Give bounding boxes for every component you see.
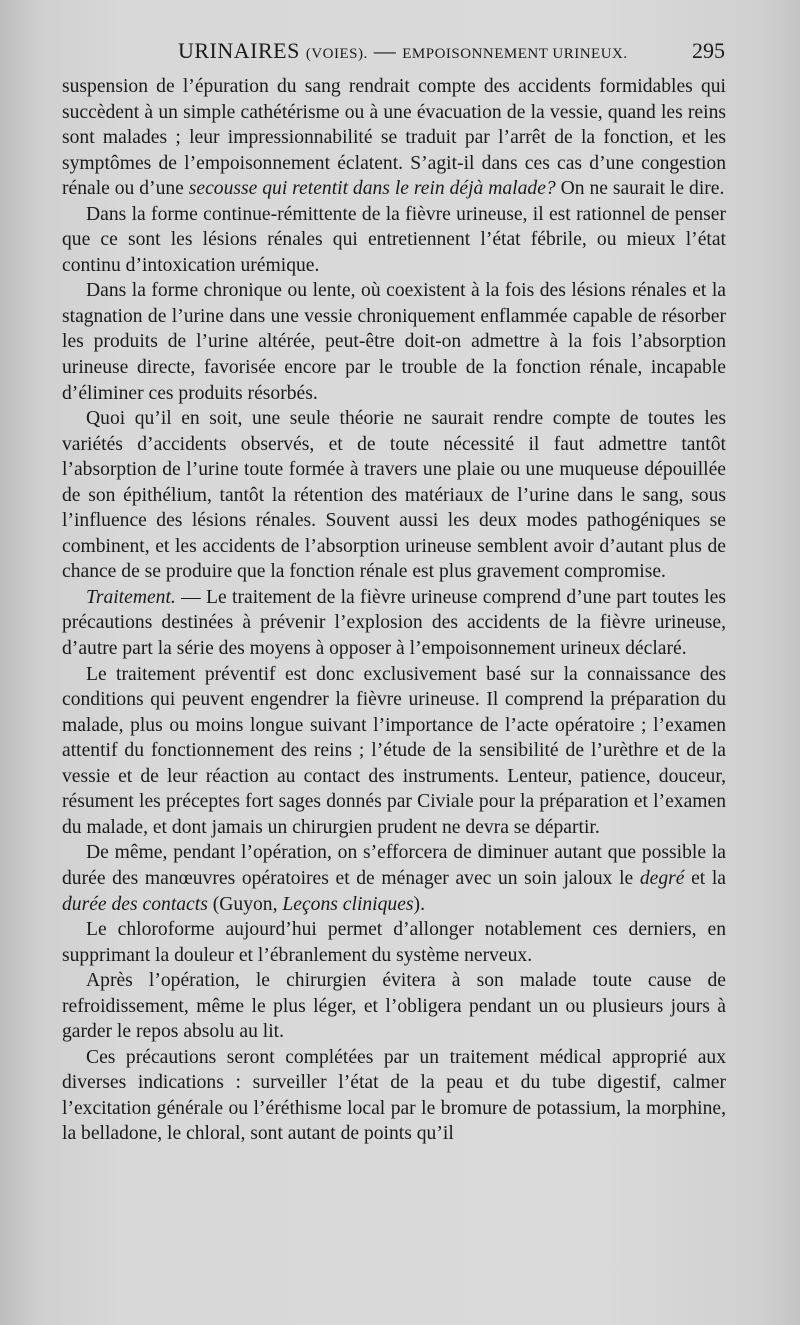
- text-run: et la: [684, 867, 726, 889]
- body-text: [62, 74, 726, 1147]
- italic-text: Leçons cliniques: [282, 893, 414, 915]
- italic-text: durée des contacts: [62, 893, 208, 915]
- text-run: suspension de l’épuration du sang rendrait compte des accidents formidables qui succèdent à un simple cathétérisme ou à une évacuation de la vessie, quand les reins sont malades ; leur impressionnabilité se traduit par l’arrêt de la fonction, et les symptômes de l’empoisonnement éclatent. S’agit-il dans ces cas d’une congestion rénale ou d’une: [62, 76, 726, 200]
- paragraph: [62, 662, 726, 841]
- text-run: Dans la forme chronique ou lente, où coexistent à la fois des lésions rénales et la stagnation de l’urine dans une vessie chroniquement enflammée capable de résorber les produits de l’urine altérée, peut-être doit-on admettre à la fois l’absorption urineuse directe, favorisée encore par le trouble de la fonction rénale, incapable d’éliminer ces produits résorbés.: [62, 280, 726, 404]
- text-run: — Le traitement de la fièvre urineuse comprend d’une part toutes les précautions destinées à prévenir l’explosion des accidents de la fièvre urineuse, d’autre part la série des moyens à opposer à l’empoisonnement urineux déclaré.: [62, 586, 726, 660]
- text-run: On ne saurait le dire.: [555, 178, 725, 200]
- paragraph: [62, 840, 726, 917]
- paragraph: [62, 406, 726, 585]
- page-number: 295: [692, 38, 725, 63]
- running-title: [178, 38, 628, 64]
- text-run: Quoi qu’il en soit, une seule théorie ne saurait rendre compte de toutes les variétés d’accidents observés, et de toute nécessité il faut admettre tantôt l’absorption de l’urine toute formée à travers une plaie ou une muqueuse dépouillée de son épithélium, tantôt la rétention des matériaux de l’urine dans le sang, sous l’influence des lésions rénales. Souvent aussi les deux modes pathogéniques se combinent, et les accidents de l’absorption urineuse semblent avoir d’autant plus de chance de se produire que la fonction rénale est plus gravement compromise.: [62, 408, 726, 583]
- text-run: Ces précautions seront complétées par un traitement médical approprié aux diverses indications : surveiller l’état de la peau et du tube digestif, calmer l’excitation générale ou l’éréthisme local par le bromure de potassium, la morphine, la belladone, le chloral, sont autant de points qu’il: [62, 1046, 726, 1145]
- running-header: [60, 38, 725, 70]
- text-run: (Guyon,: [207, 893, 283, 915]
- header-subject: EMPOISONNEMENT URINEUX.: [402, 46, 628, 62]
- text-run: Après l’opération, le chirurgien évitera à son malade toute cause de refroidissement, même le plus léger, et l’obligera pendant un ou plusieurs jours à garder le repos absolu au lit.: [62, 970, 726, 1043]
- paragraph: [62, 74, 726, 202]
- paragraph: [62, 968, 726, 1045]
- paragraph: [62, 585, 726, 662]
- text-run: De même, pendant l’opération, on s’efforcera de diminuer autant que possible la durée des manœuvres opératoires et de ménager avec un soin jaloux le: [62, 842, 726, 889]
- text-run: Dans la forme continue-rémittente de la fièvre urineuse, il est rationnel de penser que ce sont les lésions rénales qui entretiennent l’état fébrile, ou mieux l’état continu d’intoxication urémique.: [62, 203, 726, 276]
- text-run: Le traitement préventif est donc exclusivement basé sur la connaissance des conditions qui peuvent engendrer la fièvre urineuse. Il comprend la préparation du malade, plus ou moins longue suivant l’importance de l’acte opératoire ; l’examen attentif du fonctionnement des reins ; l’étude de la sensibilité de l’urèthre et de la vessie et de leur réaction au contact des instruments. Lenteur, patience, douceur, résument les préceptes fort sages donnés par Civiale pour la préparation et l’examen du malade, et dont jamais un chirurgien prudent ne devra se départir.: [62, 663, 726, 838]
- text-run: Le chloroforme aujourd’hui permet d’allonger notablement ces derniers, en supprimant la douleur et l’ébranlement du système nerveux.: [62, 919, 726, 966]
- paragraph: [62, 202, 726, 279]
- italic-text: Traitement.: [86, 586, 176, 608]
- text-run: ).: [413, 893, 425, 915]
- paragraph: [62, 278, 726, 406]
- italic-text: degré: [639, 867, 685, 889]
- header-voies: (VOIES).: [305, 46, 368, 62]
- paragraph: [62, 1045, 726, 1147]
- italic-text: secousse qui retentit dans le rein déjà malade?: [188, 178, 556, 200]
- header-section: URINAIRES: [178, 38, 300, 63]
- paragraph: [62, 917, 726, 968]
- header-dash: —: [373, 38, 397, 63]
